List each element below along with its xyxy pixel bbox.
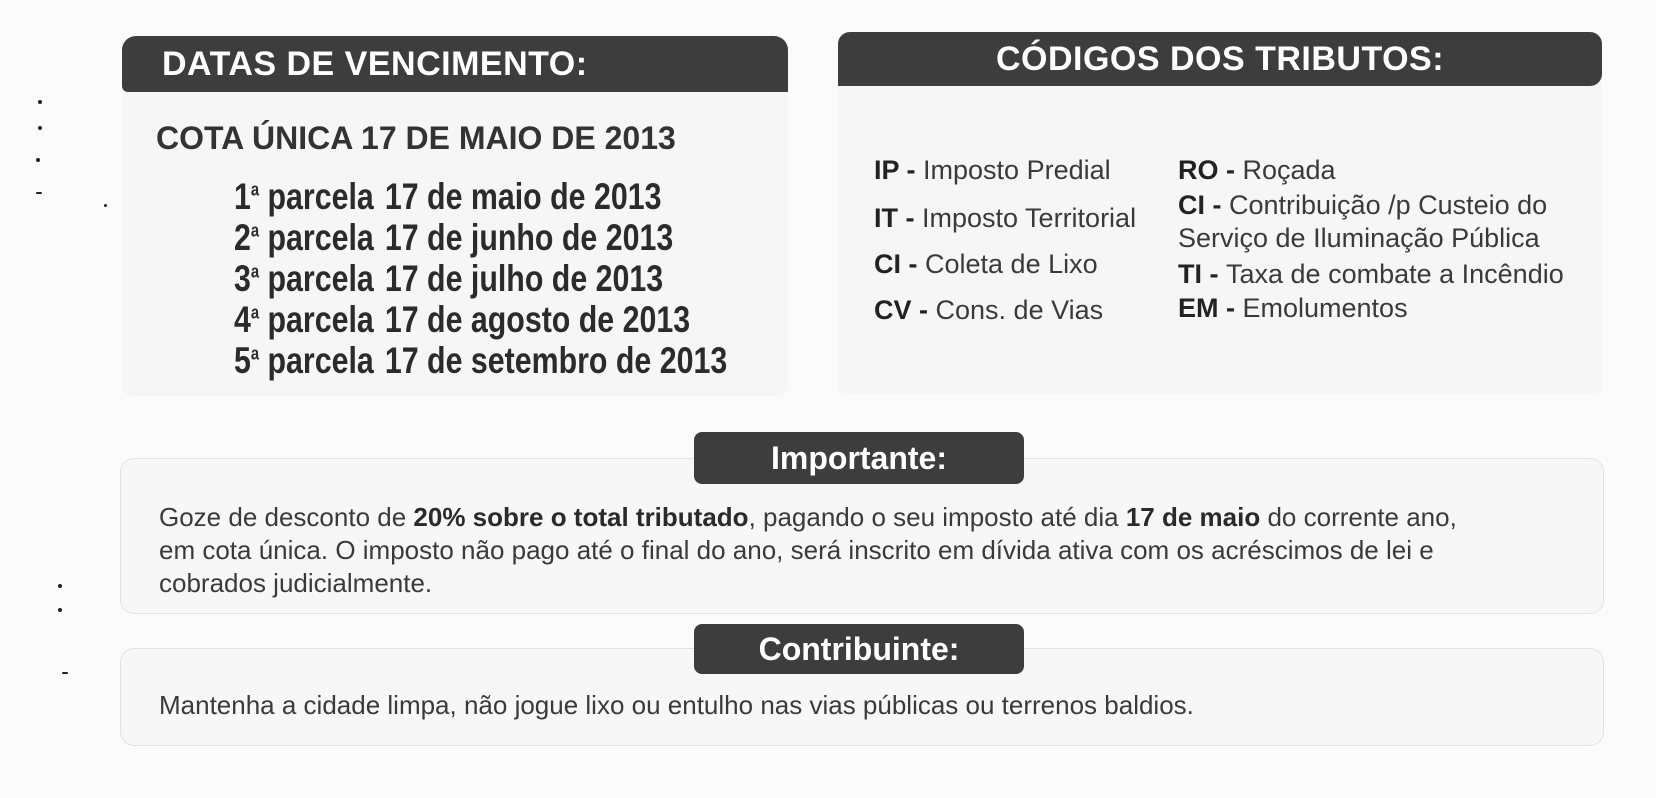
tax-code-item: CV - Cons. de Vias	[874, 295, 1104, 325]
installment-row: 5$^a$ parcela 17 de setembro de 2013	[234, 340, 728, 381]
due-dates-panel	[122, 36, 788, 396]
single-quota-line: COTA ÚNICA 17 DE MAIO DE 2013	[156, 120, 676, 156]
scan-speck	[38, 100, 42, 104]
tax-codes-header: CÓDIGOS DOS TRIBUTOS:	[838, 32, 1602, 86]
tax-code-item: RO - Roçada	[1178, 155, 1336, 185]
contributor-title: Contribuinte:	[694, 624, 1024, 674]
scan-speck	[58, 584, 62, 588]
due-dates-header: DATAS DE VENCIMENTO:	[122, 36, 788, 92]
scan-speck	[36, 158, 40, 162]
tax-code-item: CI - Coleta de Lixo	[874, 249, 1098, 279]
installment-row: 1$^a$ parcela 17 de maio de 2013	[234, 176, 662, 217]
scan-speck	[104, 204, 107, 207]
scan-speck	[62, 672, 68, 674]
tax-code-item: CI - Contribuição /p Custeio do Serviço de Iluminação Pública	[1178, 190, 1548, 253]
scan-speck	[38, 126, 42, 130]
contributor-text: Mantenha a cidade limpa, não jogue lixo ou entulho nas vias públicas ou terrenos baldios.	[159, 690, 1194, 720]
tax-code-item: IP - Imposto Predial	[874, 155, 1111, 185]
installment-row: 3$^a$ parcela 17 de julho de 2013	[234, 258, 664, 299]
tax-code-item: TI - Taxa de combate a Incêndio	[1178, 259, 1564, 289]
scan-speck	[36, 192, 42, 194]
important-text: Goze de desconto de 20% sobre o total tributado, pagando o seu imposto até dia 17 de maio do corrente ano, em cota única. O imposto não pago até o final do ano, será inscrito em dívida ativa com os acréscimos de lei e cobrados judicialmente.	[159, 502, 1457, 598]
important-title: Importante:	[694, 432, 1024, 484]
tax-codes-panel	[838, 32, 1602, 394]
installment-row: 4$^a$ parcela 17 de agosto de 2013	[234, 299, 691, 340]
tax-code-item: EM - Emolumentos	[1178, 293, 1408, 323]
scan-speck	[58, 608, 62, 612]
installment-row: 2$^a$ parcela 17 de junho de 2013	[234, 217, 674, 258]
tax-code-item: IT - Imposto Territorial	[874, 203, 1137, 233]
